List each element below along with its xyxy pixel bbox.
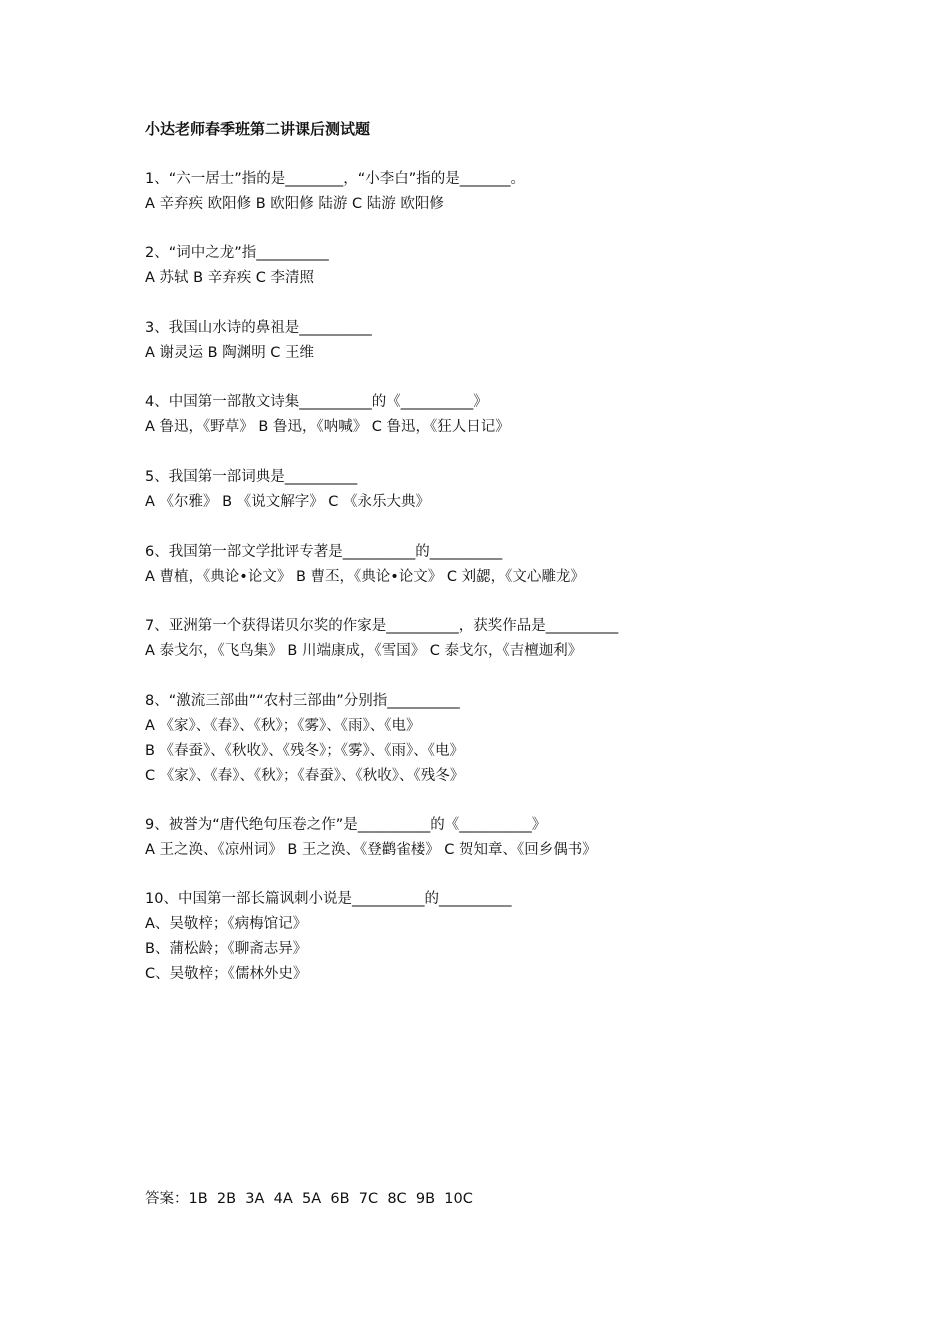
question-10: [145, 887, 845, 987]
question-3: [145, 316, 845, 366]
question-options: A 曹植，《典论•论文》 B 曹丕，《典论•论文》 C 刘勰，《文心雕龙》: [145, 569, 585, 585]
question-options: A 王之涣、《凉州词》 B 王之涣、《登鹳雀楼》 C 贺知章、《回乡偶书》: [145, 842, 597, 858]
question-options: A 《尔雅》 B 《说文解字》 C 《永乐大典》: [145, 494, 431, 510]
question-option-c: C 《家》、《春》、《秋》；《春蚕》、《秋收》、《残冬》: [145, 768, 465, 784]
question-stem: 8、“激流三部曲”“农村三部曲”分别指__________: [145, 693, 460, 709]
question-option-b: B、蒲松龄；《聊斋志异》: [145, 941, 308, 957]
question-options: A 鲁迅，《野草》 B 鲁迅，《呐喊》 C 鲁迅，《狂人日记》: [145, 419, 510, 435]
question-stem: 7、亚洲第一个获得诺贝尔奖的作家是__________，获奖作品是__________: [145, 618, 619, 634]
question-stem: 4、中国第一部散文诗集__________的《__________》: [145, 394, 488, 410]
question-options: A 苏轼 B 辛弃疾 C 李清照: [145, 270, 315, 286]
question-stem: 10、中国第一部长篇讽刺小说是__________的__________: [145, 891, 512, 907]
question-stem: 9、被誉为“唐代绝句压卷之作”是__________的《__________》: [145, 817, 547, 833]
question-option-c: C、吴敬梓；《儒林外史》: [145, 966, 308, 982]
question-stem: 2、“词中之龙”指__________: [145, 245, 329, 261]
question-stem: 3、我国山水诗的鼻祖是__________: [145, 320, 372, 336]
question-option-a: A、吴敬梓；《病梅馆记》: [145, 916, 308, 932]
question-6: [145, 540, 845, 590]
question-option-b: B 《春蚕》、《秋收》、《残冬》；《雾》、《雨》、《电》: [145, 743, 465, 759]
question-9: [145, 813, 845, 863]
question-8: [145, 689, 845, 789]
question-2: [145, 241, 845, 291]
question-option-a: A 《家》、《春》、《秋》；《雾》、《雨》、《电》: [145, 718, 421, 734]
document-title: 小达老师春季班第二讲课后测试题: [145, 120, 371, 138]
question-stem: 5、我国第一部词典是__________: [145, 469, 358, 485]
question-stem: 6、我国第一部文学批评专著是__________的__________: [145, 544, 503, 560]
question-options: A 谢灵运 B 陶渊明 C 王维: [145, 345, 315, 361]
question-7: [145, 614, 845, 664]
answer-key: 答案：1B 2B 3A 4A 5A 6B 7C 8C 9B 10C: [145, 1191, 473, 1207]
question-5: [145, 465, 845, 515]
question-stem: 1、“六一居士”指的是________，“小李白”指的是_______。: [145, 171, 526, 187]
question-1: [145, 167, 845, 217]
question-4: [145, 390, 845, 440]
question-options: A 辛弃疾 欧阳修 B 欧阳修 陆游 C 陆游 欧阳修: [145, 196, 444, 212]
question-options: A 泰戈尔，《飞鸟集》 B 川端康成，《雪国》 C 泰戈尔，《吉檀迦利》: [145, 643, 583, 659]
